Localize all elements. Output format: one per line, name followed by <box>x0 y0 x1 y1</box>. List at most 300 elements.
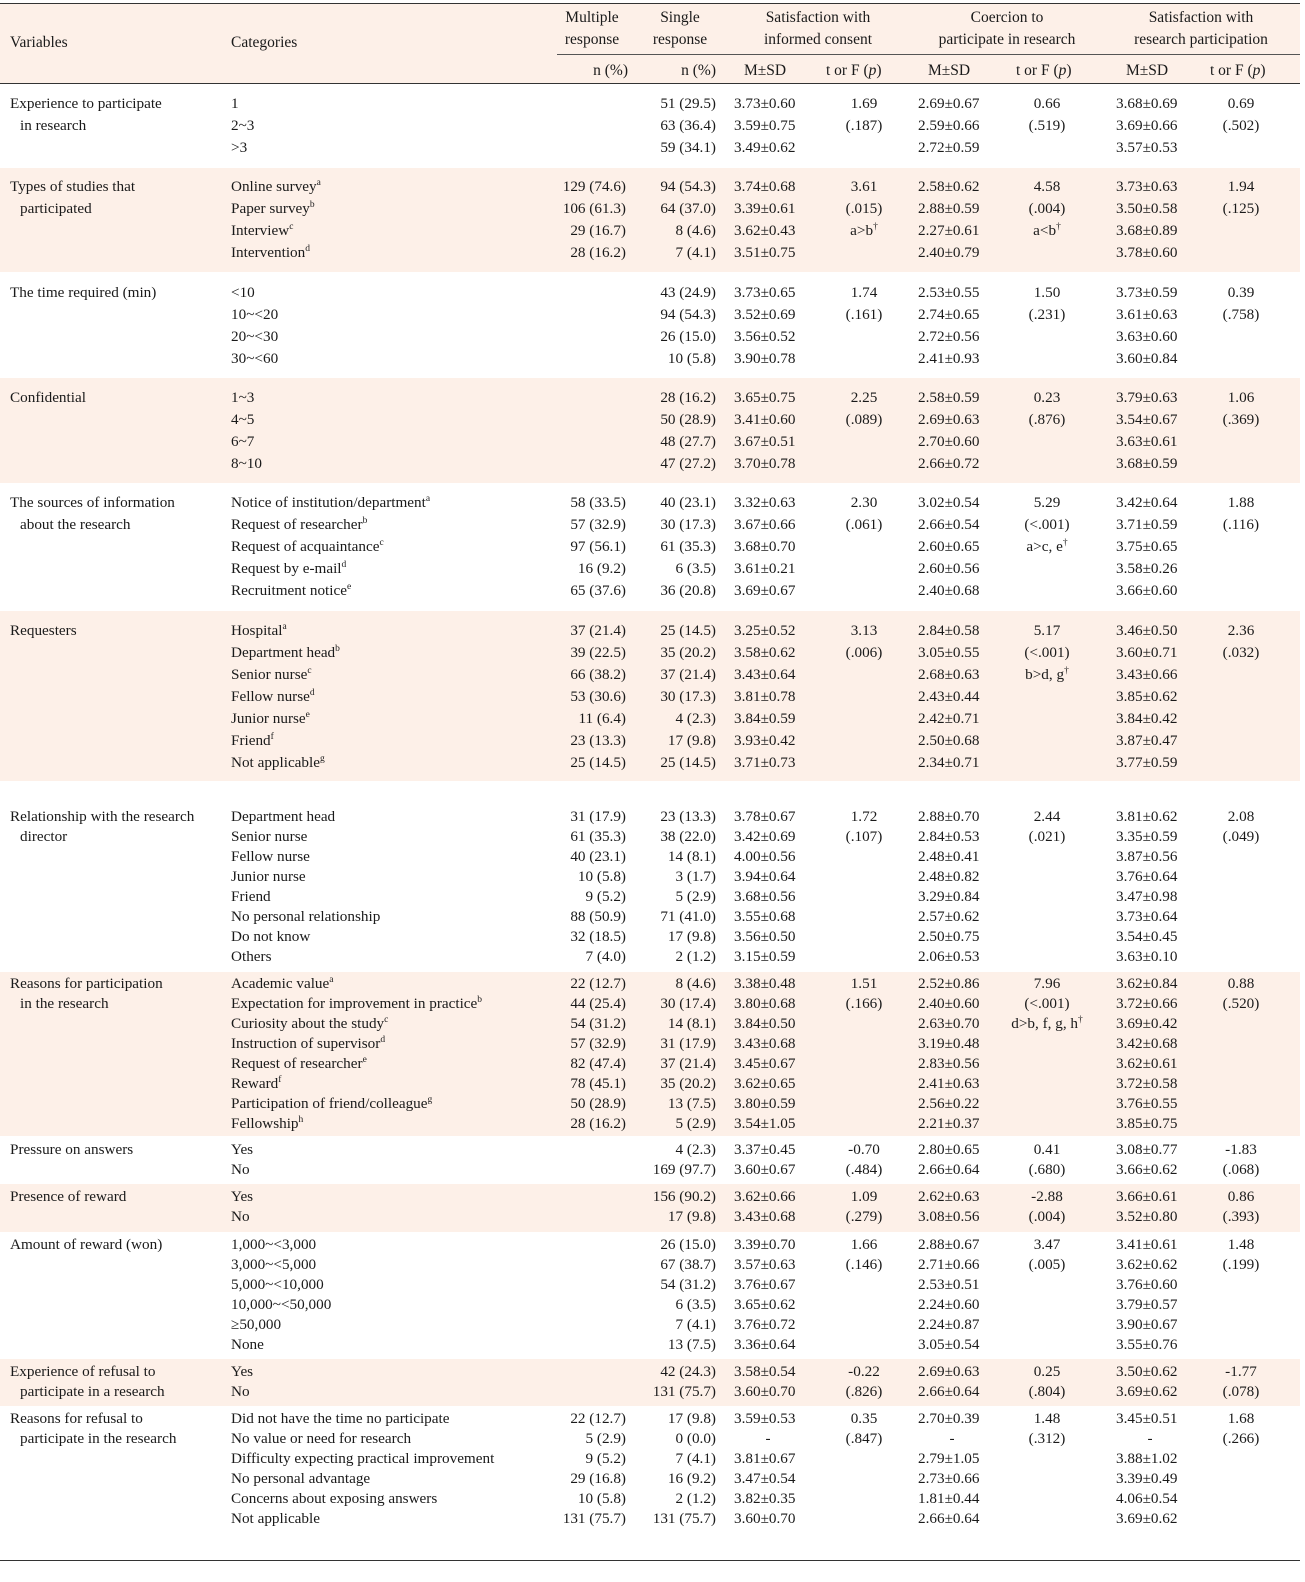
participation-msd: 3.76±0.60 <box>1116 1276 1178 1293</box>
multiple-response-value: 5 (2.9) <box>585 1430 626 1447</box>
single-response-value: 4 (2.3) <box>675 710 716 727</box>
header-participation-2: research participation <box>1134 31 1268 48</box>
multiple-response-value: 31 (17.9) <box>570 808 626 825</box>
category-label: Yes <box>231 1188 254 1205</box>
header-participation-1: Satisfaction with <box>1148 9 1254 26</box>
single-response-value: 42 (24.3) <box>660 1363 716 1380</box>
coercion-statistic: (.004) <box>1028 1208 1066 1225</box>
coercion-msd: 2.50±0.68 <box>918 732 980 749</box>
category-label: Junior nurse$^e$ <box>231 710 310 727</box>
category-label: Senior nurse <box>231 828 308 845</box>
consent-statistic: 2.30 <box>850 494 878 511</box>
category-label: No personal relationship <box>231 908 381 925</box>
category-label: Others <box>231 948 272 965</box>
single-response-value: 17 (9.8) <box>667 1208 716 1225</box>
participation-statistic: -1.77 <box>1225 1363 1257 1380</box>
coercion-msd: 2.58±0.62 <box>918 178 980 195</box>
participation-statistic: (.049) <box>1222 828 1260 845</box>
coercion-msd: 2.71±0.66 <box>918 1256 980 1273</box>
multiple-response-value: 23 (13.3) <box>570 732 626 749</box>
single-response-value: 14 (8.1) <box>667 848 716 865</box>
multiple-response-value: 22 (12.7) <box>570 975 626 992</box>
category-label: No <box>231 1161 250 1178</box>
multiple-response-value: 66 (38.2) <box>570 666 626 683</box>
coercion-statistic: 2.44 <box>1033 808 1061 825</box>
coercion-msd: 2.24±0.87 <box>918 1316 980 1333</box>
coercion-statistic: 1.50 <box>1033 284 1061 301</box>
consent-msd: 3.74±0.68 <box>734 178 796 195</box>
consent-statistic: (.847) <box>845 1430 883 1447</box>
consent-statistic: (.061) <box>845 516 883 533</box>
multiple-response-value: 10 (5.8) <box>577 1490 626 1507</box>
category-label: Request of acquaintance$^c$ <box>231 538 384 555</box>
consent-statistic: 1.72 <box>850 808 878 825</box>
consent-statistic: 1.69 <box>850 95 878 112</box>
single-response-value: 4 (2.3) <box>675 1141 716 1158</box>
category-label: Friend <box>231 888 271 905</box>
multiple-response-value: 28 (16.2) <box>570 1115 626 1132</box>
category-label: 1~3 <box>231 389 255 406</box>
multiple-response-value: 29 (16.8) <box>570 1470 626 1487</box>
consent-msd: 3.56±0.52 <box>734 328 796 345</box>
subheader-consent-msd: M±SD <box>744 62 787 79</box>
multiple-response-value: 57 (32.9) <box>570 1035 626 1052</box>
coercion-statistic: a<b† <box>1033 222 1061 239</box>
multiple-response-value: 44 (25.4) <box>570 995 626 1012</box>
coercion-statistic: (.021) <box>1028 828 1066 845</box>
category-label: Online survey$^a$ <box>231 178 321 195</box>
coercion-msd: 2.83±0.56 <box>918 1055 980 1072</box>
single-response-value: 2 (1.2) <box>675 948 716 965</box>
coercion-msd: 2.74±0.65 <box>918 306 980 323</box>
participation-statistic: 1.68 <box>1227 1410 1255 1427</box>
consent-statistic: (.166) <box>845 995 883 1012</box>
single-response-value: 54 (31.2) <box>660 1276 716 1293</box>
consent-statistic: (.161) <box>845 306 883 323</box>
variable-label: Reasons for participation <box>10 975 163 992</box>
participation-msd: 3.66±0.60 <box>1116 582 1178 599</box>
category-label: No <box>231 1383 250 1400</box>
consent-msd: 3.70±0.78 <box>734 455 796 472</box>
participation-msd: 3.47±0.98 <box>1116 888 1178 905</box>
consent-msd: 3.67±0.51 <box>734 433 796 450</box>
category-label: Request of researcher$^e$ <box>231 1055 367 1072</box>
participation-statistic: 1.88 <box>1227 494 1255 511</box>
single-response-value: 25 (14.5) <box>660 622 716 639</box>
variable-label: The sources of information <box>10 494 175 511</box>
multiple-response-value: 82 (47.4) <box>570 1055 626 1072</box>
single-response-value: 26 (15.0) <box>660 1236 716 1253</box>
category-label: Paper survey$^b$ <box>231 200 315 217</box>
participation-msd: 3.43±0.66 <box>1116 666 1178 683</box>
consent-msd: 3.37±0.45 <box>734 1141 796 1158</box>
participation-statistic: 1.94 <box>1227 178 1255 195</box>
participation-msd: 3.66±0.61 <box>1116 1188 1178 1205</box>
single-response-value: 40 (23.1) <box>660 494 716 511</box>
header-multiple-2: response <box>564 31 620 48</box>
coercion-msd: 2.41±0.63 <box>918 1075 980 1092</box>
participation-msd: 3.45±0.51 <box>1116 1410 1178 1427</box>
category-label: Yes <box>231 1141 254 1158</box>
consent-statistic: (.826) <box>845 1383 883 1400</box>
coercion-msd: 2.52±0.86 <box>918 975 980 992</box>
participation-msd: 3.35±0.59 <box>1116 828 1178 845</box>
subheader-participation-msd: M±SD <box>1126 62 1169 79</box>
participation-msd: 3.72±0.66 <box>1116 995 1178 1012</box>
variable-label: Types of studies that <box>10 178 136 195</box>
variable-label: about the research <box>20 516 131 533</box>
participation-statistic: (.078) <box>1222 1383 1260 1400</box>
multiple-response-value: 88 (50.9) <box>570 908 626 925</box>
header-single-1: Single <box>660 9 700 26</box>
coercion-msd: 2.50±0.75 <box>918 928 980 945</box>
multiple-response-value: 53 (30.6) <box>570 688 626 705</box>
coercion-msd: 2.48±0.82 <box>918 868 980 885</box>
variable-label: participate in a research <box>20 1383 165 1400</box>
coercion-msd: 3.02±0.54 <box>918 494 980 511</box>
variable-label: director <box>20 828 68 845</box>
coercion-statistic: -2.88 <box>1031 1188 1063 1205</box>
consent-msd: 3.73±0.60 <box>734 95 796 112</box>
coercion-msd: 2.69±0.63 <box>918 411 980 428</box>
category-label: Intervention$^d$ <box>231 244 310 261</box>
coercion-msd: 2.24±0.60 <box>918 1296 980 1313</box>
multiple-response-value: 50 (28.9) <box>570 1095 626 1112</box>
consent-msd: 3.94±0.64 <box>734 868 796 885</box>
coercion-msd: 2.53±0.55 <box>918 284 980 301</box>
consent-msd: 3.60±0.67 <box>734 1161 796 1178</box>
consent-msd: 3.68±0.70 <box>734 538 796 555</box>
participation-msd: 3.73±0.59 <box>1116 284 1178 301</box>
consent-msd: 3.54±1.05 <box>734 1115 796 1132</box>
category-label: Not applicable <box>231 1510 320 1527</box>
category-label: Interview$^c$ <box>231 222 294 239</box>
single-response-value: 17 (9.8) <box>667 928 716 945</box>
coercion-msd: 2.58±0.59 <box>918 389 980 406</box>
consent-msd: 3.80±0.59 <box>734 1095 796 1112</box>
participation-msd: 3.54±0.45 <box>1116 928 1178 945</box>
coercion-statistic: (.005) <box>1028 1256 1066 1273</box>
category-label: Did not have the time no participate <box>231 1410 450 1427</box>
consent-msd: 3.59±0.75 <box>734 117 796 134</box>
coercion-statistic: d>b, f, g, h† <box>1011 1015 1083 1032</box>
consent-msd: 3.15±0.59 <box>734 948 796 965</box>
single-response-value: 30 (17.3) <box>660 516 716 533</box>
consent-msd: 3.38±0.48 <box>734 975 796 992</box>
coercion-msd: - <box>949 1430 955 1447</box>
category-label: 5,000~<10,000 <box>231 1276 324 1293</box>
variable-label: Experience to participate <box>10 95 162 112</box>
consent-statistic: 2.25 <box>850 389 878 406</box>
single-response-value: 28 (16.2) <box>660 389 716 406</box>
coercion-statistic: (<.001) <box>1024 516 1070 533</box>
header-multiple-1: Multiple <box>565 9 619 26</box>
participation-msd: 3.85±0.75 <box>1116 1115 1178 1132</box>
category-label: No value or need for research <box>231 1430 412 1447</box>
coercion-msd: 2.66±0.64 <box>918 1510 980 1527</box>
single-response-value: 59 (34.1) <box>660 139 716 156</box>
category-label: Department head$^b$ <box>231 644 340 661</box>
category-label: Participation of friend/colleague$^g$ <box>231 1095 433 1112</box>
coercion-msd: 2.88±0.67 <box>918 1236 980 1253</box>
coercion-statistic: 4.58 <box>1033 178 1061 195</box>
consent-msd: 3.58±0.62 <box>734 644 796 661</box>
single-response-value: 131 (75.7) <box>652 1510 716 1527</box>
coercion-msd: 2.73±0.66 <box>918 1470 980 1487</box>
coercion-statistic: 0.41 <box>1033 1141 1061 1158</box>
header-coercion-2: participate in research <box>938 31 1076 48</box>
participation-msd: 3.76±0.64 <box>1116 868 1178 885</box>
multiple-response-value: 10 (5.8) <box>577 868 626 885</box>
category-label: Yes <box>231 1363 254 1380</box>
category-label: Notice of institution/department$^a$ <box>231 494 431 511</box>
variable-label: in the research <box>20 995 109 1012</box>
single-response-value: 43 (24.9) <box>660 284 716 301</box>
consent-statistic: -0.70 <box>848 1141 880 1158</box>
single-response-value: 61 (35.3) <box>660 538 716 555</box>
participation-msd: 3.54±0.67 <box>1116 411 1178 428</box>
header-sub-rule <box>557 54 1300 55</box>
participation-msd: 3.68±0.89 <box>1116 222 1178 239</box>
single-response-value: 30 (17.3) <box>660 688 716 705</box>
consent-statistic: 1.74 <box>850 284 878 301</box>
coercion-statistic: a>c, e† <box>1026 538 1068 555</box>
consent-msd: 3.47±0.54 <box>734 1470 796 1487</box>
category-label: No <box>231 1208 250 1225</box>
subheader-coercion-msd: M±SD <box>928 62 971 79</box>
participation-msd: 3.63±0.61 <box>1116 433 1178 450</box>
coercion-statistic: 7.96 <box>1033 975 1061 992</box>
single-response-value: 94 (54.3) <box>660 178 716 195</box>
single-response-value: 156 (90.2) <box>652 1188 716 1205</box>
coercion-msd: 1.81±0.44 <box>918 1490 980 1507</box>
consent-msd: 3.45±0.67 <box>734 1055 796 1072</box>
multiple-response-value: 9 (5.2) <box>585 888 626 905</box>
participation-msd: 4.06±0.54 <box>1116 1490 1178 1507</box>
consent-msd: 3.60±0.70 <box>734 1383 796 1400</box>
consent-msd: 3.80±0.68 <box>734 995 796 1012</box>
participation-msd: 3.87±0.56 <box>1116 848 1178 865</box>
coercion-msd: 2.40±0.79 <box>918 244 980 261</box>
category-label: Academic value$^a$ <box>231 975 334 992</box>
coercion-msd: 2.70±0.39 <box>918 1410 980 1427</box>
consent-statistic: (.006) <box>845 644 883 661</box>
participation-msd: 3.77±0.59 <box>1116 754 1178 771</box>
participation-msd: 3.79±0.63 <box>1116 389 1178 406</box>
single-response-value: 10 (5.8) <box>667 350 716 367</box>
multiple-response-value: 57 (32.9) <box>570 516 626 533</box>
consent-statistic: (.187) <box>845 117 883 134</box>
participation-statistic: -1.83 <box>1225 1141 1257 1158</box>
category-label: Department head <box>231 808 336 825</box>
participation-msd: 3.62±0.84 <box>1116 975 1178 992</box>
participation-statistic: (.266) <box>1222 1430 1260 1447</box>
participation-statistic: (.116) <box>1222 516 1260 533</box>
category-label: >3 <box>231 139 248 156</box>
category-label: 10~<20 <box>231 306 279 323</box>
participation-msd: 3.68±0.69 <box>1116 95 1178 112</box>
category-label: 1 <box>231 95 239 112</box>
participation-msd: 3.55±0.76 <box>1116 1336 1178 1353</box>
header-coercion-1: Coercion to <box>970 9 1044 26</box>
participation-statistic: 0.69 <box>1227 95 1255 112</box>
single-response-value: 169 (97.7) <box>652 1161 716 1178</box>
coercion-msd: 3.29±0.84 <box>918 888 980 905</box>
consent-msd: 3.90±0.78 <box>734 350 796 367</box>
single-response-value: 7 (4.1) <box>675 1316 716 1333</box>
single-response-value: 48 (27.7) <box>660 433 716 450</box>
coercion-msd: 2.69±0.67 <box>918 95 980 112</box>
single-response-value: 36 (20.8) <box>660 582 716 599</box>
header-single-2: response <box>652 31 708 48</box>
consent-msd: 3.43±0.68 <box>734 1208 796 1225</box>
coercion-msd: 2.60±0.56 <box>918 560 980 577</box>
consent-statistic: (.484) <box>845 1161 883 1178</box>
participation-msd: 3.69±0.62 <box>1116 1510 1178 1527</box>
coercion-msd: 2.57±0.62 <box>918 908 980 925</box>
participation-msd: 3.60±0.84 <box>1116 350 1178 367</box>
coercion-msd: 2.62±0.63 <box>918 1188 980 1205</box>
coercion-msd: 2.72±0.59 <box>918 139 980 156</box>
consent-msd: 4.00±0.56 <box>734 848 796 865</box>
participation-msd: 3.63±0.10 <box>1116 948 1178 965</box>
single-response-value: 14 (8.1) <box>667 1015 716 1032</box>
single-response-value: 17 (9.8) <box>667 1410 716 1427</box>
coercion-statistic: 5.29 <box>1033 494 1061 511</box>
coercion-statistic: (.804) <box>1028 1383 1066 1400</box>
category-label: Junior nurse <box>231 868 306 885</box>
multiple-response-value: 32 (18.5) <box>570 928 626 945</box>
variable-label: Confidential <box>10 389 86 406</box>
variable-label: Requesters <box>10 622 77 639</box>
multiple-response-value: 9 (5.2) <box>585 1450 626 1467</box>
variable-label: Relationship with the research <box>10 808 195 825</box>
consent-msd: 3.81±0.67 <box>734 1450 796 1467</box>
participation-msd: 3.08±0.77 <box>1116 1141 1178 1158</box>
multiple-response-value: 11 (6.4) <box>578 710 626 727</box>
consent-statistic: (.089) <box>845 411 883 428</box>
consent-msd: 3.51±0.75 <box>734 244 796 261</box>
consent-msd: 3.39±0.70 <box>734 1236 796 1253</box>
coercion-statistic: 5.17 <box>1033 622 1061 639</box>
participation-msd: 3.85±0.62 <box>1116 688 1178 705</box>
category-label: Expectation for improvement in practice$^b$ <box>231 995 483 1012</box>
multiple-response-value: 25 (14.5) <box>570 754 626 771</box>
consent-msd: 3.62±0.66 <box>734 1188 796 1205</box>
coercion-statistic: 0.25 <box>1033 1363 1061 1380</box>
category-label: Senior nurse$^c$ <box>231 666 312 683</box>
category-label: 4~5 <box>231 411 255 428</box>
coercion-msd: 2.84±0.58 <box>918 622 980 639</box>
multiple-response-value: 39 (22.5) <box>570 644 626 661</box>
variable-label: Amount of reward (won) <box>10 1236 163 1253</box>
participation-msd: 3.42±0.64 <box>1116 494 1178 511</box>
coercion-statistic: (.004) <box>1028 200 1066 217</box>
consent-msd: 3.68±0.56 <box>734 888 796 905</box>
single-response-value: 30 (17.4) <box>660 995 716 1012</box>
participation-statistic: (.369) <box>1222 411 1260 428</box>
participation-msd: 3.60±0.71 <box>1116 644 1178 661</box>
single-response-value: 67 (38.7) <box>660 1256 716 1273</box>
multiple-response-value: 28 (16.2) <box>570 244 626 261</box>
participation-statistic: (.758) <box>1222 306 1260 323</box>
participation-statistic: (.068) <box>1222 1161 1260 1178</box>
single-response-value: 2 (1.2) <box>675 1490 716 1507</box>
variable-label: Experience of refusal to <box>10 1363 156 1380</box>
participation-msd: 3.88±1.02 <box>1116 1450 1178 1467</box>
coercion-msd: 3.05±0.55 <box>918 644 980 661</box>
single-response-value: 35 (20.2) <box>660 644 716 661</box>
variable-label: participated <box>20 200 92 217</box>
participation-msd: 3.50±0.62 <box>1116 1363 1178 1380</box>
consent-msd: 3.62±0.65 <box>734 1075 796 1092</box>
participation-statistic: 2.36 <box>1227 622 1255 639</box>
category-label: 2~3 <box>231 117 255 134</box>
multiple-response-value: 78 (45.1) <box>570 1075 626 1092</box>
participation-msd: 3.73±0.63 <box>1116 178 1178 195</box>
consent-msd: 3.76±0.72 <box>734 1316 796 1333</box>
category-label: 1,000~<3,000 <box>231 1236 317 1253</box>
coercion-msd: 2.41±0.93 <box>918 350 980 367</box>
participation-msd: 3.75±0.65 <box>1116 538 1178 555</box>
participation-msd: 3.81±0.62 <box>1116 808 1178 825</box>
participation-msd: 3.58±0.26 <box>1116 560 1178 577</box>
coercion-msd: 3.05±0.54 <box>918 1336 980 1353</box>
coercion-msd: 2.80±0.65 <box>918 1141 980 1158</box>
coercion-msd: 2.68±0.63 <box>918 666 980 683</box>
consent-msd: 3.25±0.52 <box>734 622 796 639</box>
participation-msd: 3.78±0.60 <box>1116 244 1178 261</box>
consent-statistic: (.107) <box>845 828 883 845</box>
participation-msd: 3.87±0.47 <box>1116 732 1178 749</box>
consent-msd: 3.43±0.68 <box>734 1035 796 1052</box>
single-response-value: 8 (4.6) <box>675 222 716 239</box>
single-response-value: 16 (9.2) <box>667 1470 716 1487</box>
coercion-msd: 2.40±0.68 <box>918 582 980 599</box>
category-label: 10,000~<50,000 <box>231 1296 332 1313</box>
participation-msd: 3.72±0.58 <box>1116 1075 1178 1092</box>
coercion-msd: 2.60±0.65 <box>918 538 980 555</box>
category-label: Concerns about exposing answers <box>231 1490 438 1507</box>
single-response-value: 37 (21.4) <box>660 666 716 683</box>
variable-label: in research <box>20 117 87 134</box>
category-label: Curiosity about the study$^c$ <box>231 1015 389 1032</box>
consent-msd: 3.76±0.67 <box>734 1276 796 1293</box>
coercion-msd: 2.48±0.41 <box>918 848 980 865</box>
participation-msd: 3.50±0.58 <box>1116 200 1178 217</box>
consent-msd: 3.57±0.63 <box>734 1256 796 1273</box>
subheader-coercion-tf: t or F (p) <box>1016 62 1072 79</box>
consent-msd: 3.73±0.65 <box>734 284 796 301</box>
single-response-value: 5 (2.9) <box>675 888 716 905</box>
coercion-statistic: 3.47 <box>1033 1236 1061 1253</box>
coercion-msd: 2.27±0.61 <box>918 222 980 239</box>
participation-msd: 3.61±0.63 <box>1116 306 1178 323</box>
single-response-value: 51 (29.5) <box>660 95 716 112</box>
consent-msd: 3.36±0.64 <box>734 1336 796 1353</box>
single-response-value: 26 (15.0) <box>660 328 716 345</box>
coercion-msd: 2.59±0.66 <box>918 117 980 134</box>
single-response-value: 13 (7.5) <box>667 1336 716 1353</box>
participation-msd: 3.90±0.67 <box>1116 1316 1178 1333</box>
consent-msd: 3.32±0.63 <box>734 494 796 511</box>
multiple-response-value: 58 (33.5) <box>570 494 626 511</box>
coercion-msd: 2.21±0.37 <box>918 1115 980 1132</box>
consent-msd: 3.84±0.50 <box>734 1015 796 1032</box>
coercion-msd: 2.53±0.51 <box>918 1276 980 1293</box>
participation-msd: 3.68±0.59 <box>1116 455 1178 472</box>
consent-statistic: -0.22 <box>848 1363 880 1380</box>
